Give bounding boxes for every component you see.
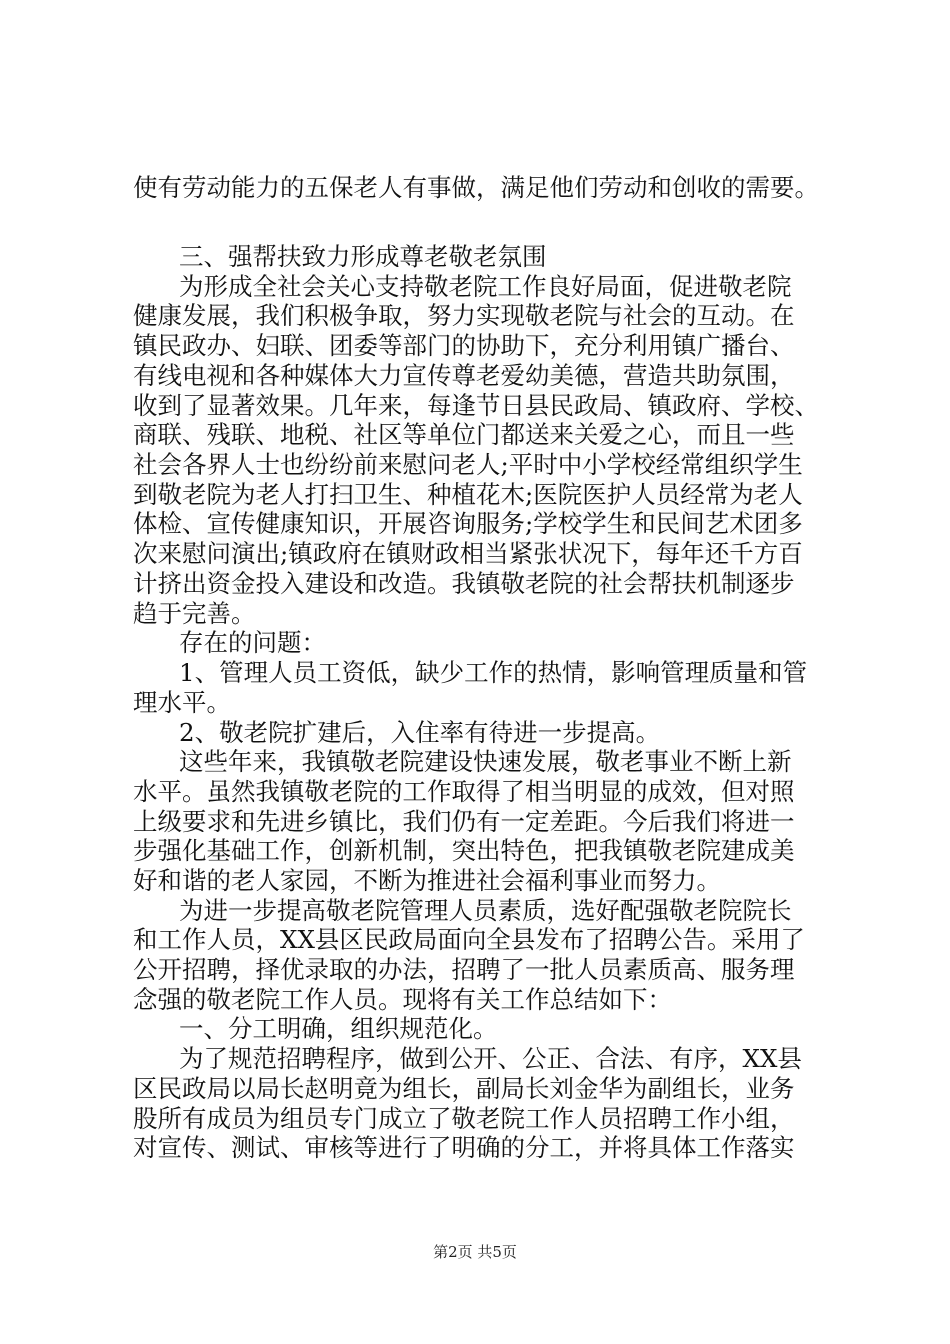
text-line: 步强化基础工作，创新机制，突出特色，把我镇敬老院建成美 (133, 836, 795, 865)
text-line: 水平。虽然我镇敬老院的工作取得了相当明显的成效，但对照 (133, 777, 795, 806)
text-line: 体检、宣传健康知识，开展咨询服务;学校学生和民间艺术团多 (133, 509, 803, 538)
text-line: 到敬老院为老人打扫卫生、种植花木;医院医护人员经常为老人 (133, 480, 803, 509)
list-item: 1、管理人员工资低，缺少工作的热情，影响管理质量和管 (179, 658, 808, 687)
text-line: 为形成全社会关心支持敬老院工作良好局面，促进敬老院 (179, 272, 792, 301)
text-line: 计挤出资金投入建设和改造。我镇敬老院的社会帮扶机制逐步 (133, 569, 795, 598)
text-line: 区民政局以局长赵明竟为组长，副局长刘金华为副组长，业务 (133, 1074, 795, 1103)
text-line: 有线电视和各种媒体大力宣传尊老爱幼美德，营造共助氛围， (133, 361, 795, 390)
text-line: 好和谐的老人家园，不断为推进社会福利事业而努力。 (133, 866, 721, 895)
text-line: 使有劳动能力的五保老人有事做，满足他们劳动和创收的需要。 (133, 173, 819, 202)
text-line: 趋于完善。 (133, 599, 256, 628)
text-line: 收到了显著效果。几年来，每逢节日县民政局、镇政府、学校、 (133, 391, 819, 420)
text-line: 公开招聘，择优录取的办法，招聘了一批人员素质高、服务理 (133, 955, 795, 984)
text-line: 健康发展，我们积极争取，努力实现敬老院与社会的互动。在 (133, 301, 795, 330)
list-item: 2、敬老院扩建后，入住率有待进一步提高。 (179, 718, 661, 747)
text-line: 这些年来，我镇敬老院建设快速发展，敬老事业不断上新 (179, 747, 792, 776)
section-heading: 一、分工明确，组织规范化。 (179, 1014, 498, 1043)
page-number-footer: 第2页 共5页 (433, 1243, 517, 1261)
text-line: 镇民政办、妇联、团委等部门的协助下，充分利用镇广播台、 (133, 331, 795, 360)
text-line: 为进一步提高敬老院管理人员素质，选好配强敬老院院长 (179, 896, 792, 925)
section-heading: 存在的问题： (179, 628, 326, 657)
text-line: 和工作人员，XX县区民政局面向全县发布了招聘公告。采用了 (133, 925, 805, 954)
text-line: 对宣传、测试、审核等进行了明确的分工，并将具体工作落实 (133, 1133, 795, 1162)
text-line: 念强的敬老院工作人员。现将有关工作总结如下： (133, 985, 672, 1014)
text-line: 社会各界人士也纷纷前来慰问老人;平时中小学校经常组织学生 (133, 450, 803, 479)
text-line: 次来慰问演出;镇政府在镇财政相当紧张状况下，每年还千方百 (133, 539, 803, 568)
section-heading: 三、强帮扶致力形成尊老敬老氛围 (179, 242, 547, 271)
text-line: 商联、残联、地税、社区等单位门都送来关爱之心，而且一些 (133, 420, 795, 449)
text-line: 为了规范招聘程序，做到公开、公正、合法、有序，XX县 (179, 1044, 802, 1073)
text-line: 股所有成员为组员专门成立了敬老院工作人员招聘工作小组， (133, 1104, 795, 1133)
text-line: 理水平。 (133, 688, 231, 717)
text-line: 上级要求和先进乡镇比，我们仍有一定差距。今后我们将进一 (133, 807, 795, 836)
